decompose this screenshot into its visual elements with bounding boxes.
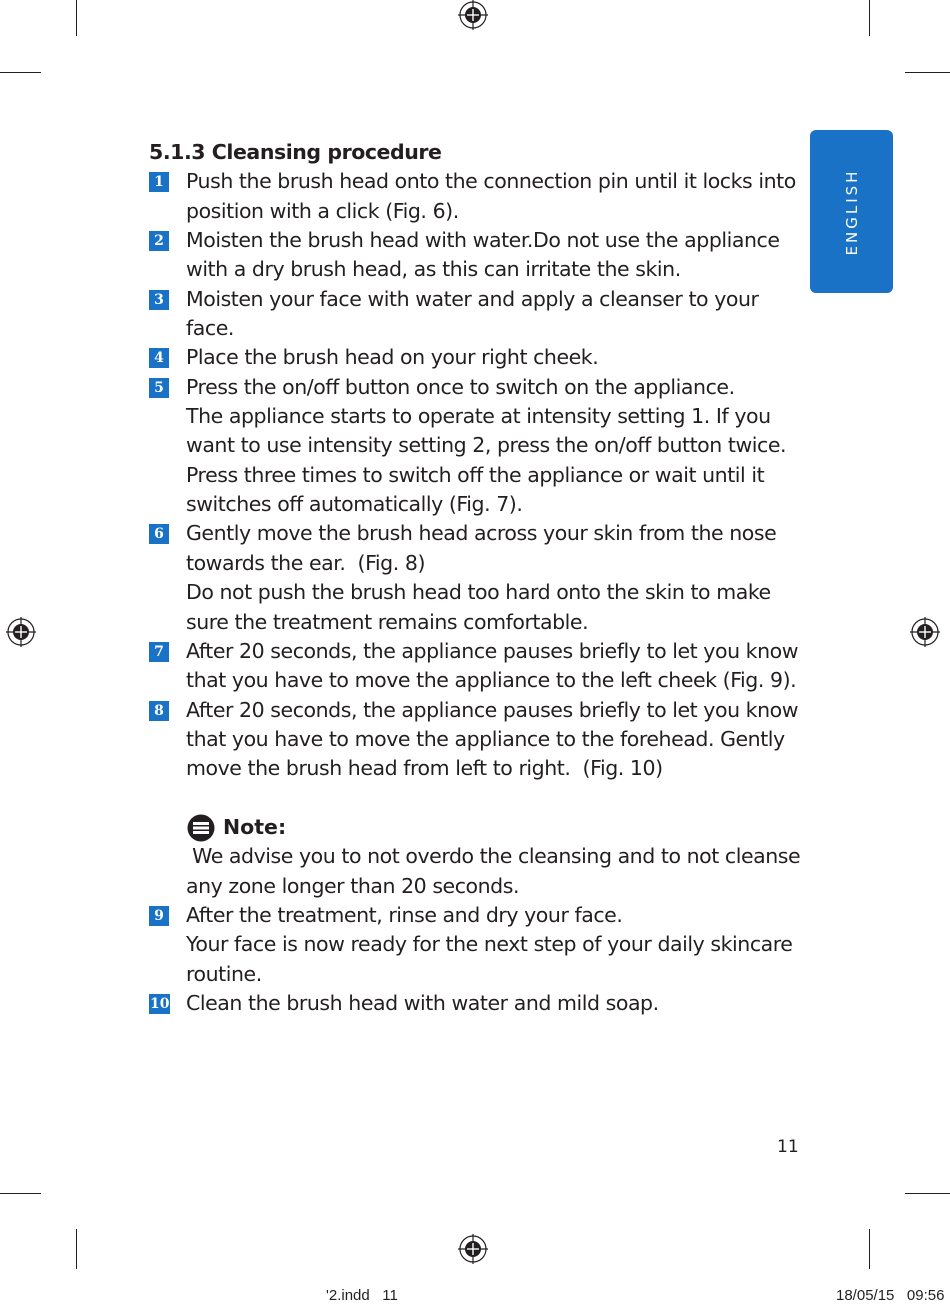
step-text: Place the brush head on your right cheek.	[186, 345, 599, 370]
step-text: The appliance starts to operate at intensity setting 1. If you want to use intensity setting 2, press the on/off button twice.	[186, 404, 787, 458]
step-item	[149, 343, 804, 372]
crop-mark	[905, 1193, 950, 1194]
step-text: Clean the brush head with water and mild soap.	[186, 990, 659, 1015]
step-item	[149, 696, 804, 784]
step-number-badge: 8	[149, 701, 169, 721]
step-text: Moisten your face with water and apply a cleanser to your face.	[186, 286, 765, 341]
step-text: Moisten the brush head with water.Do not use the appliance with a dry brush head, as this can irritate the skin.	[186, 228, 786, 282]
step-text: After 20 seconds, the appliance pauses briefly to let you know that you have to move the appliance to the left cheek (Fig. 9).	[186, 638, 805, 693]
registration-mark-icon	[6, 617, 36, 647]
slug-filename: '2.indd 11	[326, 1287, 398, 1304]
registration-mark-icon	[910, 617, 940, 647]
slug-date: 18/05/15 09:56	[836, 1287, 945, 1304]
procedure-section	[149, 138, 807, 1018]
crop-mark	[0, 1193, 41, 1194]
step-item	[149, 226, 804, 285]
step-text: Press three times to switch off the appliance or wait until it switches off automatically (Fig. 7).	[186, 462, 771, 517]
note-icon	[187, 814, 215, 842]
step-number-badge: 9	[149, 906, 169, 926]
step-text: Gently move the brush head across your skin from the nose towards the ear. (Fig. 8)	[186, 521, 783, 575]
note-text: We advise you to not overdo the cleansing and to not cleanse any zone longer than 20 seconds.	[186, 844, 807, 898]
section-heading: 5.1.3 Cleansing procedure	[149, 140, 442, 164]
crop-mark	[76, 1229, 77, 1269]
step-item	[149, 989, 804, 1018]
language-tab-label: ENGLISH	[842, 168, 861, 255]
step-number-badge: 3	[149, 290, 169, 310]
step-number-badge: 6	[149, 524, 169, 544]
steps-list	[149, 167, 804, 783]
step-item	[149, 901, 804, 989]
crop-mark	[869, 1229, 870, 1269]
step-number-badge: 2	[149, 231, 169, 251]
step-text: Your face is now ready for the next step of your daily skincare routine.	[186, 932, 799, 986]
step-item	[149, 373, 804, 520]
note-header	[186, 813, 804, 842]
step-number-badge: 7	[149, 642, 169, 662]
step-text: Do not push the brush head too hard onto the skin to make sure the treatment remains comfortable.	[186, 580, 777, 634]
step-item	[149, 637, 804, 696]
crop-mark	[76, 0, 77, 36]
step-item	[149, 285, 804, 344]
step-text: After the treatment, rinse and dry your face.	[186, 902, 623, 927]
crop-mark	[869, 0, 870, 36]
step-number-badge: 10	[150, 995, 170, 1012]
registration-mark-icon	[458, 1234, 488, 1264]
step-text: After 20 seconds, the appliance pauses briefly to let you know that you have to move the appliance to the forehead. Gently move the brush head from left to right. (Fig. 10)	[186, 697, 805, 781]
registration-mark-icon	[458, 0, 488, 30]
crop-mark	[905, 72, 950, 73]
step-number-badge: 1	[149, 172, 169, 192]
note-block	[149, 813, 807, 901]
steps-list	[149, 901, 804, 1018]
step-text: Push the brush head onto the connection pin until it locks into position with a click (Fig. 6).	[186, 169, 802, 223]
step-text: Press the on/off button once to switch on the appliance.	[186, 374, 735, 399]
note-label: Note:	[223, 814, 287, 839]
step-item	[149, 519, 804, 636]
step-number-badge: 4	[149, 348, 169, 368]
step-number-badge: 5	[149, 378, 169, 398]
crop-mark	[0, 72, 41, 73]
language-tab	[810, 130, 893, 293]
step-item	[149, 167, 804, 226]
page-number: 11	[777, 1137, 799, 1157]
